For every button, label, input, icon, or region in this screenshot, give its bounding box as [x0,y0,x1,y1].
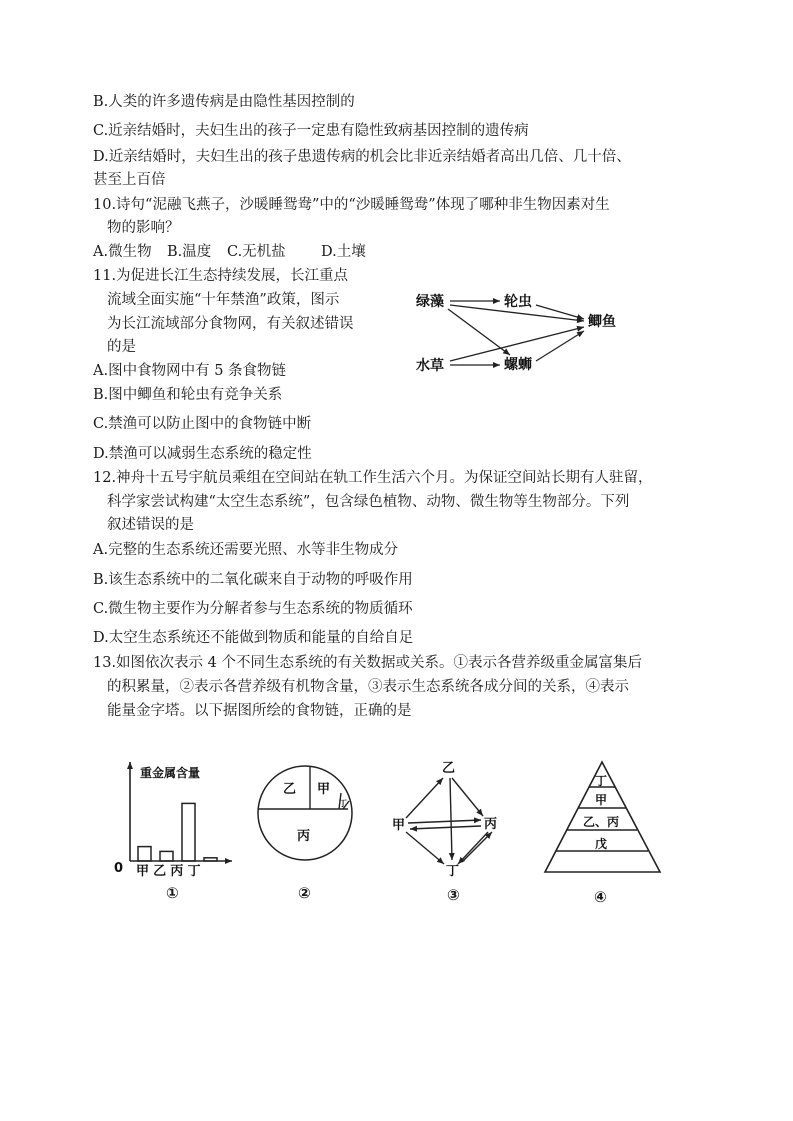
figure1-category-label: 丁 [187,864,201,879]
q10-stem-line1: 10.诗句“泥融飞燕子，沙暖睡鸳鸯”中的“沙暖睡鸳鸯”体现了哪种非生物因素对生 [93,197,610,213]
arrow-jia-bing [408,820,481,823]
q11-stem-line2: 流域全面实施“十年禁渔”政策，图示 [107,292,340,308]
q9-option-d-line1: D.近亲结婚时，夫妇生出的孩子患遗传病的机会比非近亲结婚者高出几倍、几十倍、 [93,149,631,165]
arrow-snail-carp [536,331,584,361]
figure3-node-ding: 丁 [446,864,460,878]
arrow-jia-ding [406,832,444,864]
figure3-node-bing: 丙 [484,817,498,832]
figure2-slice-jia: 甲 [317,782,331,797]
q10-option-b: B.温度 [167,244,212,260]
q12-option-c: C.微生物主要作为分解者参与生态系统的物质循环 [93,601,413,617]
figure1-category-label: 乙 [153,864,167,879]
q13-stem-line2: 的积累量，②表示各营养级有机物含量，③表示生态系统各成分间的关系，④表示 [107,679,629,695]
q11-option-d: D.禁渔可以减弱生态系统的稳定性 [93,446,312,462]
arrow-bing-jia [410,826,481,829]
q11-option-b: B.图中鲫鱼和轮虫有竞争关系 [93,387,283,403]
figure4-level-jia: 甲 [595,793,608,807]
figure3-relationship-diagram [388,758,506,878]
figure1-bar-2 [182,803,195,861]
figure2-slice-bing: 丙 [297,829,311,844]
arrow-rotifer-carp [536,305,584,319]
arrow-ding-bing [462,832,492,862]
q11-stem-line1: 11.为促进长江生态持续发展，长江重点 [93,268,349,284]
arrow-yi-bing [452,778,483,816]
q10-option-c: C.无机盐 [227,244,286,260]
q11-stem-line3: 为长江流域部分食物网，有关叙述错误 [107,316,354,332]
figure3-node-jia: 甲 [392,818,406,833]
figure2-slice-yi: 乙 [283,782,297,797]
figure1-category-label: 丙 [170,864,184,879]
figure4-energy-pyramid [543,760,663,878]
figure1-y-label: 重金属含量 [140,766,201,780]
arrow-jia-yi [406,778,443,818]
food-web-green-algae: 绿藻 [416,294,444,310]
food-web-water-grass: 水草 [416,358,444,374]
q11-option-c: C.禁渔可以防止图中的食物链中断 [93,416,312,432]
q12-option-d: D.太空生态系统还不能做到物质和能量的自给自足 [93,630,414,646]
figure3-caption: ③ [447,886,460,904]
q10-stem-line2: 物的影响？ [107,220,180,236]
figure1-category-label: 甲 [136,864,150,879]
q12-option-a: A.完整的生态系统还需要光照、水等非生物成分 [93,542,399,558]
figure1-origin: 0 [114,861,124,876]
q11-option-a: A.图中食物网中有 5 条食物链 [93,363,287,379]
q10-option-d: D.土壤 [321,244,366,260]
figure1-bar-3 [204,858,217,861]
arrow-yi-ding [450,778,452,860]
figure2-slice-ding: 丁 [339,799,347,808]
figure4-caption: ④ [594,888,607,906]
figure4-level-wu: 戊 [595,837,608,851]
figure1-bar-chart [110,758,240,880]
food-web-diagram [410,285,630,385]
figure1-bar-1 [160,851,173,861]
arrow-bing-ding [458,832,488,864]
figure2-pie-chart [255,763,355,863]
figure1-bar-0 [138,847,151,861]
q9-option-c: C.近亲结婚时，夫妇生出的孩子一定患有隐性致病基因控制的遗传病 [93,123,529,139]
q12-option-b: B.该生态系统中的二氧化碳来自于动物的呼吸作用 [93,572,413,588]
figure3-node-yi: 乙 [442,761,456,776]
figure4-level-yi-bing: 乙、丙 [583,815,620,829]
figure4-level-ding: 丁 [595,774,608,788]
q9-option-b: B.人类的许多遗传病是由隐性基因控制的 [93,94,355,110]
food-web-crucian-carp: 鲫鱼 [588,314,616,330]
q12-stem-line1: 12.神舟十五号宇航员乘组在空间站在轨工作生活六个月。为保证空间站长期有人驻留， [93,470,653,486]
figure1-caption: ① [166,884,179,902]
q13-stem-line1: 13.如图依次表示 4 个不同生态系统的有关数据或关系。①表示各营养级重金属富集后 [93,655,643,671]
q11-stem-line4: 的是 [107,339,136,355]
q10-option-a: A.微生物 [93,244,152,260]
food-web-rotifer: 轮虫 [504,294,532,310]
q12-stem-line2: 科学家尝试构建“太空生态系统”，包含绿色植物、动物、微生物等生物部分。下列 [107,494,630,510]
q13-stem-line3: 能量金字塔。以下据图所绘的食物链，正确的是 [107,703,412,719]
food-web-snail: 螺蛳 [504,357,532,373]
figure2-caption: ② [298,884,311,902]
q9-option-d-line2: 甚至上百倍 [93,172,166,188]
q10-options [93,242,366,262]
q12-stem-line3: 叙述错误的是 [107,517,194,533]
figure2-pie-outline [258,766,352,860]
